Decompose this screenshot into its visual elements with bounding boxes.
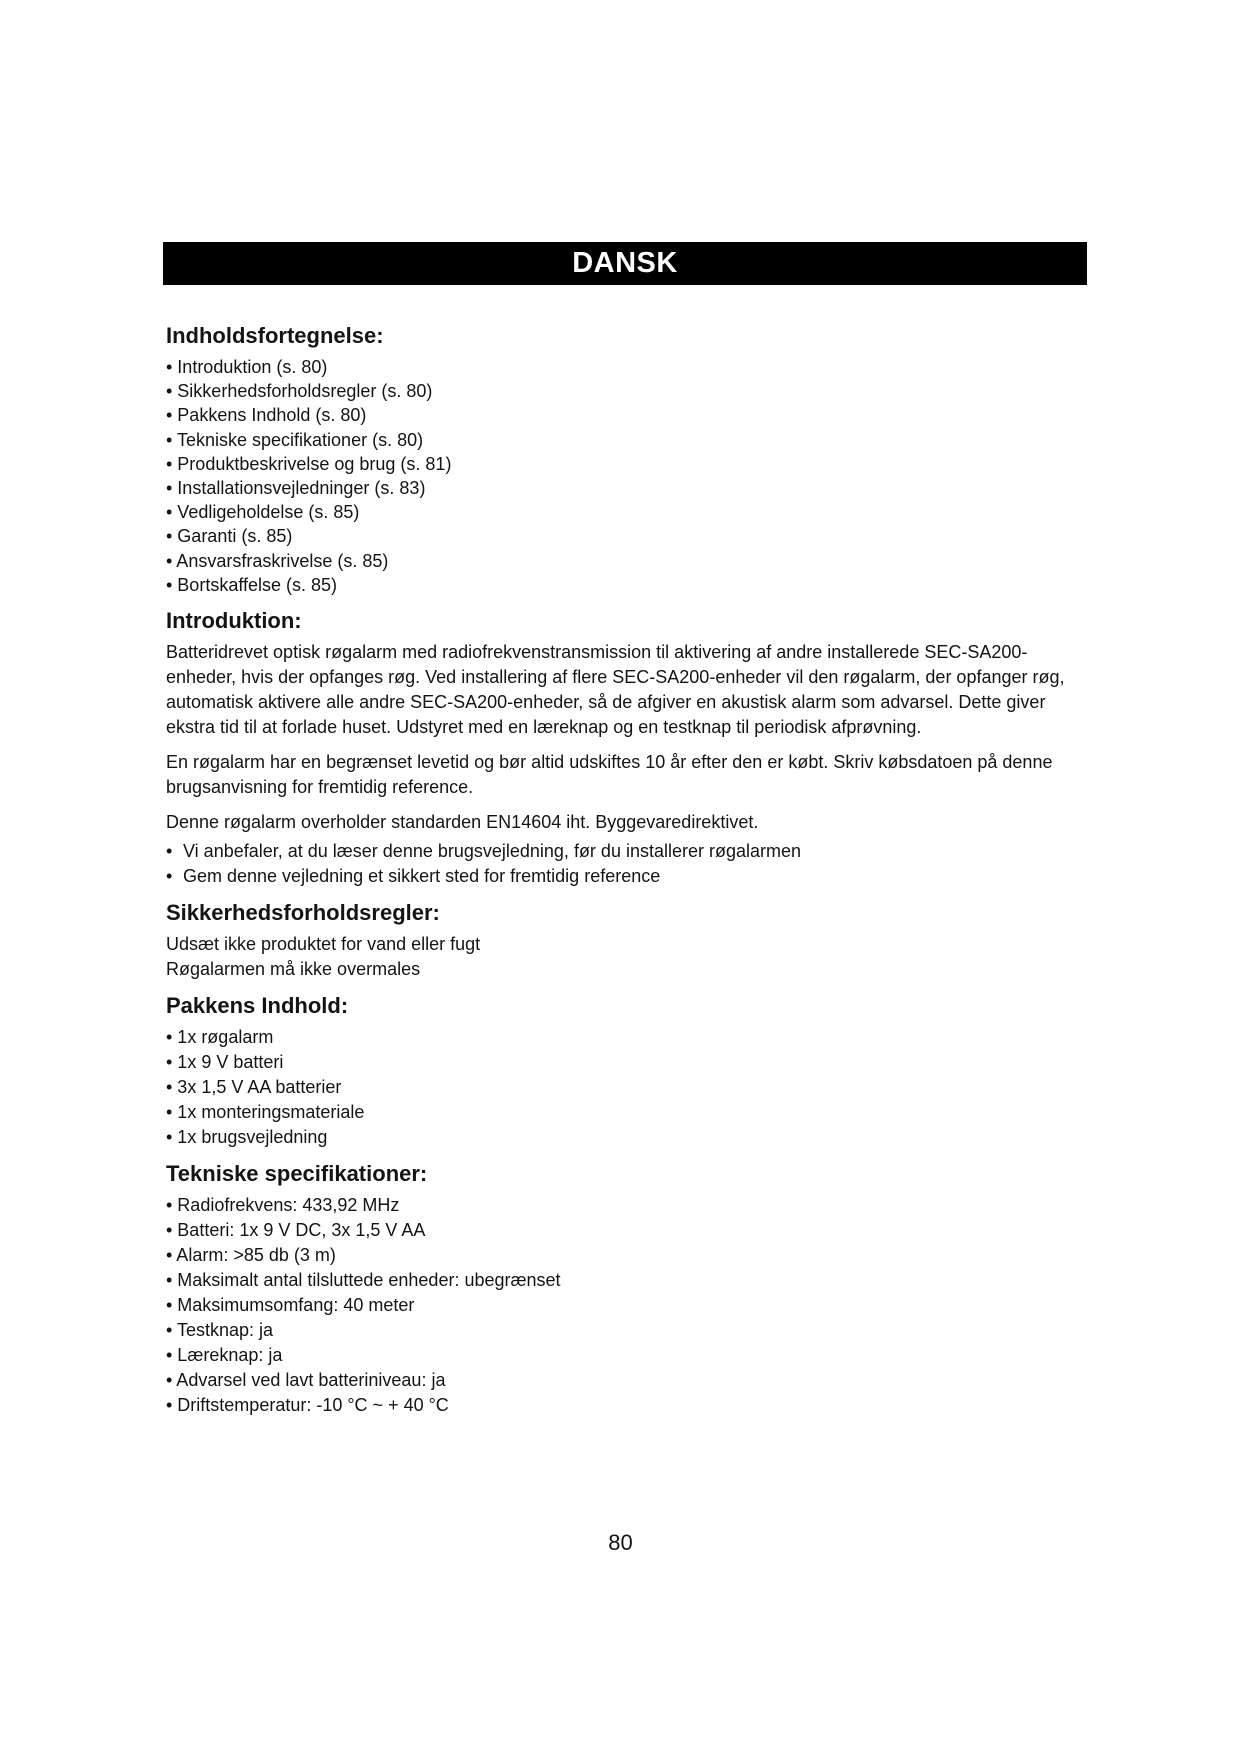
list-item: • 1x 9 V batteri (166, 1052, 284, 1073)
toc-section (166, 322, 1096, 597)
toc-list (166, 355, 1096, 597)
toc-item: • Sikkerhedsforholdsregler (s. 80) (166, 381, 433, 402)
page-number: 80 (608, 1530, 633, 1555)
intro-heading: Introduktion: (166, 608, 302, 634)
intro-bullet-text: Vi anbefaler, at du læser denne brugsvejledning, før du installerer røgalarmen (183, 841, 802, 862)
specs-list (166, 1193, 1096, 1418)
list-item: • 1x brugsvejledning (166, 1127, 328, 1148)
intro-paragraph-3: Denne røgalarm overholder standarden EN14604 iht. Byggevaredirektivet. (166, 812, 759, 833)
list-item: • 3x 1,5 V AA batterier (166, 1077, 342, 1098)
intro-bullet-list (166, 839, 1096, 889)
intro-bullet-text: Gem denne vejledning et sikkert sted for fremtidig reference (183, 866, 661, 887)
toc-item: • Pakkens Indhold (s. 80) (166, 405, 367, 426)
list-item: • Læreknap: ja (166, 1345, 283, 1366)
toc-item: • Introduktion (s. 80) (166, 357, 328, 377)
bullet-mark: • (166, 841, 173, 862)
toc-item: • Ansvarsfraskrivelse (s. 85) (166, 550, 389, 571)
page-content (166, 322, 1096, 1418)
toc-item: • Installationsvejledninger (s. 83) (166, 478, 426, 499)
list-item: • Maksimalt antal tilsluttede enheder: ubegrænset (166, 1270, 561, 1291)
specs-heading: Tekniske specifikationer: (166, 1161, 428, 1187)
toc-item: • Vedligeholdelse (s. 85) (166, 502, 360, 523)
toc-heading: Indholdsfortegnelse: (166, 323, 384, 348)
list-item: • Maksimumsomfang: 40 meter (166, 1295, 415, 1316)
list-item: • Testknap: ja (166, 1320, 274, 1341)
safety-line: Udsæt ikke produktet for vand eller fugt (166, 934, 481, 955)
safety-section (166, 899, 1096, 982)
toc-item: • Bortskaffelse (s. 85) (166, 574, 338, 595)
intro-section (166, 607, 1096, 889)
package-list (166, 1025, 1096, 1150)
list-item: • Driftstemperatur: -10 °C ~ + 40 °C (166, 1395, 449, 1416)
intro-paragraph-1: Batteridrevet optisk røgalarm med radiofrekvenstransmission til aktivering af andre installerede SEC-SA200-enheder, hvis der opfanges røg. Ved installering af flere SEC-SA200-enheder vil den røgalarm, der opfanger røg, automatisk aktivere alle andre SEC-SA200-enheder, så de afgiver en akustisk alarm som advarsel. Dette giver ekstra tid til at forlade huset. Udstyret med en læreknap og en testknap til periodisk afprøvning. (166, 642, 1065, 738)
list-item: • 1x røgalarm (166, 1027, 274, 1048)
list-item: • Radiofrekvens: 433,92 MHz (166, 1195, 400, 1216)
bullet-mark: • (166, 866, 173, 887)
toc-item: • Tekniske specifikationer (s. 80) (166, 429, 424, 450)
list-item: • Batteri: 1x 9 V DC, 3x 1,5 V AA (166, 1220, 426, 1241)
safety-line: Røgalarmen må ikke overmales (166, 959, 421, 980)
list-item: • Alarm: >85 db (3 m) (166, 1245, 336, 1266)
package-section (166, 992, 1096, 1150)
language-banner: DANSK (163, 242, 1087, 285)
specs-section (166, 1160, 1096, 1418)
toc-item: • Produktbeskrivelse og brug (s. 81) (166, 453, 452, 474)
intro-paragraph-2: En røgalarm har en begrænset levetid og bør altid udskiftes 10 år efter den er købt. Skriv købsdatoen på denne brugsanvisning for fremtidig reference. (166, 752, 1053, 798)
list-item: • 1x monteringsmateriale (166, 1102, 365, 1123)
safety-heading: Sikkerhedsforholdsregler: (166, 900, 440, 926)
list-item (166, 864, 1096, 889)
toc-item: • Garanti (s. 85) (166, 526, 293, 547)
list-item: • Advarsel ved lavt batteriniveau: ja (166, 1370, 446, 1391)
list-item (166, 839, 1096, 864)
package-heading: Pakkens Indhold: (166, 993, 349, 1019)
